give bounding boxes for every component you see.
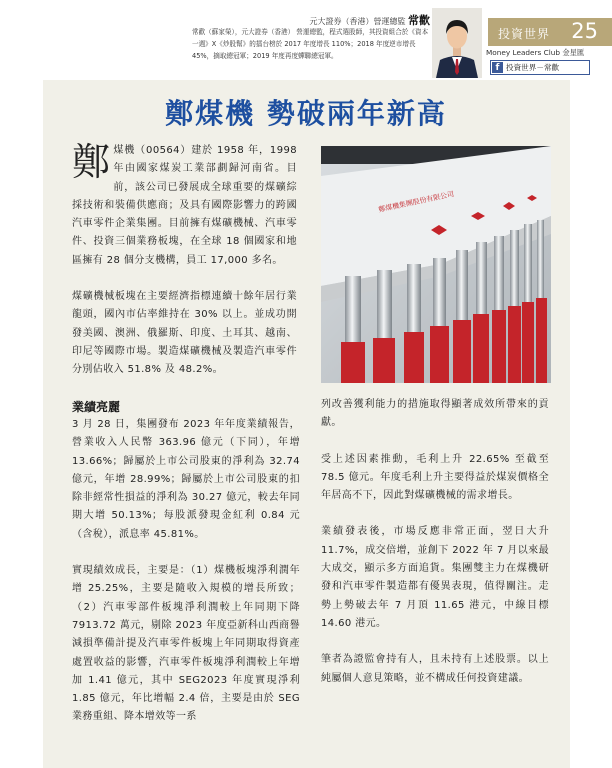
results-column [72, 416, 300, 745]
author-bio: 常歡（蘇家榮），元大證券（香港） 營運總監，程式選股師，其投資組合於《資本一週》X《炒股幫》的擂台榜於 2017 年度增長 110%；2018 年度逆市增長 45%，摘取總冠軍；2019 年度再度蟬聯總冠軍。 [192, 28, 429, 60]
right-paragraph-1: 列改善獲利能力的措施取得顯著成效所帶來的貢獻。 [321, 399, 549, 429]
facebook-label: 投資世界－常歡 [506, 63, 560, 72]
results-paragraph-2: 實現績效成長，主要是：（1）煤機板塊淨利潤年增 25.25%，主要是隨收入規模的增長所致；（2）汽車零部件板塊淨利潤較上年同期下降 7913.72 萬元，剔除 2023 年度亞新科山西商譽減損準備計提及汽車零件板塊上年同期取得資產處置收益的影響，汽車零件板塊淨利潤較上年增加 1.41 億元，其中 SEG2023 年度實現淨利 1.85 億元，年比增幅 2.4 倍，主要是由於 SEG 業務重組、降本增效等一系 [72, 565, 300, 723]
results-paragraph-1: 3 月 28 日，集團發布 2023 年年度業績報告，營業收入人民幣 363.96 億元（下同），年增 13.66%；歸屬於上市公司股東的淨利為 32.74 億元，年增 28.99%；歸屬於上市公司股東的扣除非經常性損益的淨利為 30.27 億元，較去年同期大增 50.13%；每股派發現金紅利 0.84 元（含稅），派息率 45.81%。 [72, 419, 300, 540]
page-header [0, 0, 612, 80]
right-paragraph-3: 業績發表後，市場反應非常正面，翌日大升 11.7%，成交倍增，並創下 2022 年 7 月以來最大成交，顯示多方面追貨。集團雙主力在煤機研發和汽車零件製造都有優異表現，值得關注。走勢上勢破去年 7 月頂 11.65 港元，中線目標 14.60 港元。 [321, 526, 549, 629]
intro-paragraph-1-text: 煤機（00564）建於 1958 年，1998 年由國家煤炭工業部劃歸河南省。目前，該公司已發展成全球重要的煤礦綜採技術和裝備供應商；及具有國際影響力的跨國汽車零件企業集團。目前擁有煤礦機械、汽車零件、投資三個業務板塊，在全球 18 個國家和地區擁有 28 個分支機構，員工 17,000 多名。 [72, 145, 297, 266]
right-column [321, 396, 549, 706]
drop-cap: 鄭 [72, 140, 111, 184]
author-affiliation: 元大證券（香港）營運總監 [309, 17, 406, 26]
right-paragraph-2: 受上述因素推動，毛利上升 22.65% 至截至 78.5 億元。年度毛利上升主要得益於煤炭價格全年居高不下，因此對煤礦機械的需求增長。 [321, 453, 549, 502]
page-number: 25 [571, 19, 598, 43]
section-title-results: 業績亮麗 [72, 400, 121, 414]
article-title: 鄭煤機 勢破兩年新高 [165, 97, 447, 130]
column-name: 投資世界 [498, 27, 551, 41]
author-portrait [432, 8, 482, 78]
photo-sign-text: 鄭煤機集團股份有限公司 [377, 190, 455, 214]
coal-mining-machinery-photo [321, 146, 551, 383]
column-tab [488, 18, 612, 46]
facebook-icon: f [492, 62, 503, 73]
disclaimer-paragraph: 筆者為證監會持有人，且未持有上述股票。以上純屬個人意見策略，並不構成任何投資建議。 [321, 654, 549, 684]
author-name: 常歡 [408, 14, 430, 27]
intro-column [72, 142, 297, 380]
intro-paragraph-1 [72, 142, 297, 270]
club-line: Money Leaders Club 金星匯 [486, 48, 585, 57]
facebook-page-link[interactable] [490, 60, 590, 75]
intro-paragraph-2: 煤礦機械板塊在主要經濟指標連續十餘年居行業龍頭，國內市佔率維持在 30% 以上。並成功開發美國、澳洲、俄羅斯、印度、土耳其、越南、印尼等國際市場。製造煤礦機械及製造汽車零件分別佔收入 51.8% 及 48.2%。 [72, 291, 297, 376]
